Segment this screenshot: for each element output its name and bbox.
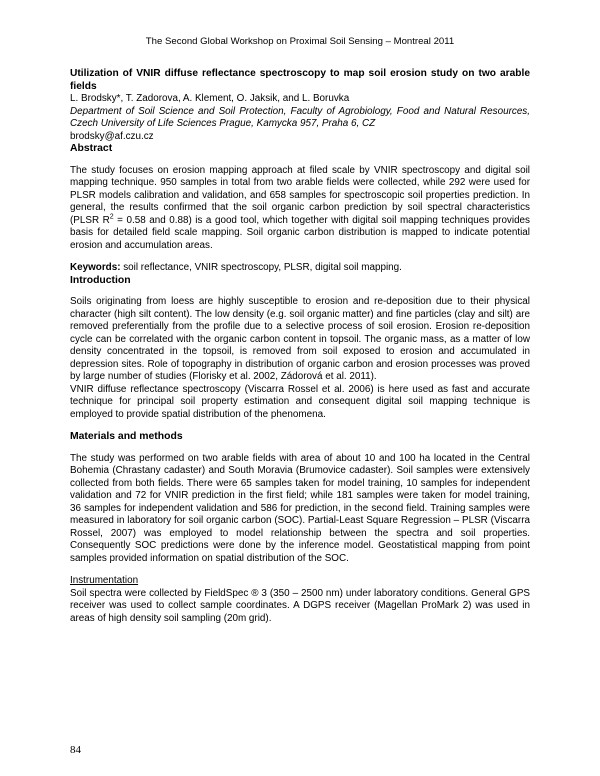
paper-title: Utilization of VNIR diffuse reflectance spectroscopy to map soil erosion study on two arable fields [70, 68, 530, 92]
methods-heading: Materials and methods [70, 431, 183, 443]
abstract-heading: Abstract [70, 143, 113, 155]
instrumentation-paragraph: Soil spectra were collected by FieldSpec ® 3 (350 – 2500 nm) under laboratory conditions. General GPS receiver was used to collect sample coordinates. A DGPS receiver (Magellan ProMark 2) was used in areas of high density soil sampling (20m grid). [70, 587, 530, 624]
author-list: L. Brodsky*, T. Zadorova, A. Klement, O. Jaksik, and L. Boruvka [70, 93, 350, 105]
affiliation: Department of Soil Science and Soil Protection, Faculty of Agrobiology, Food and Natural Resources, Czech University of Life Sciences Prague, Kamycka 957, Praha 6, CZ [70, 105, 530, 130]
contact-email: brodsky@af.czu.cz [70, 130, 154, 142]
keywords [70, 262, 530, 275]
keywords-label: Keywords: [70, 262, 121, 274]
introduction-paragraph-2: VNIR diffuse reflectance spectroscopy (Viscarra Rossel et al. 2006) is here used as fast and accurate technique for principal soil property estimation and consequent digital soil mapping technique is employed to provide spatial distribution of the phenomena. [70, 383, 530, 420]
abstract-text [70, 165, 530, 253]
paper-body [70, 68, 530, 625]
abstract-text-part2: = 0.58 and 0.88) is a good tool, which together with digital soil mapping techniques provides basis for detailed field scale mapping. Soil organic carbon distribution is mapped to indicate potential erosion and accumulation areas. [70, 214, 530, 251]
page-number: 84 [70, 744, 81, 756]
superscript-2: 2 [109, 213, 114, 221]
keywords-text: soil reflectance, VNIR spectroscopy, PLSR, digital soil mapping. [120, 262, 402, 274]
abstract-text-part1: The study focuses on erosion mapping approach at filed scale by VNIR spectroscopy and digital soil mapping technique. 950 samples in total from two arable fields were collected, while 292 were used for PLSR models calibration and validation, and 658 samples for spectroscopic soil properties prediction. In general, the results confirmed that the soil organic carbon prediction by soil spectral characteristics (PLSR R [70, 164, 530, 226]
methods-paragraph-1: The study was performed on two arable fields with area of about 10 and 100 ha located in the Central Bohemia (Chrastany cadaster) and South Moravia (Brumovice cadaster). Soil samples were extensively collected from both fields. There were 65 samples taken for model training, 10 samples for independent validation and 72 for VNIR prediction in the first field; while 181 samples were taken for model training, 36 samples for independent validation and 586 for prediction, in the second field. Training samples were measured in laboratory for soil organic carbon (SOC). Partial-Least Square Regression – PLSR (Viscarra Rossel, 2007) was employed to model relationship between the spectra and soil properties. Consequently SOC predictions were done by the inference model. Geostatistical mapping from point samples provided information on spatial distribution of the SOC. [70, 452, 530, 564]
introduction-heading: Introduction [70, 274, 131, 286]
instrumentation-heading: Instrumentation [70, 575, 139, 587]
introduction-paragraph-1: Soils originating from loess are highly susceptible to erosion and re-deposition due to their physical character (high silt content). The low density (e.g. soil organic matter) and fine particles (clay and silt) are removed preferentially from the profile due to a selective process of soil erosion. Erosion re-deposition cycle can be correlated with the organic carbon content in topsoil. The organic mass, as a matter of low density concentrated in the topsoil, is removed from soil exposed to erosion and accumulated in depression sites. Role of topography in distribution of organic carbon and erosion processes was proved by large number of studies (Florisky et al. 2002, Zádorová et al. 2011). [70, 296, 530, 383]
running-header: The Second Global Workshop on Proximal Soil Sensing – Montreal 2011 [145, 36, 455, 47]
